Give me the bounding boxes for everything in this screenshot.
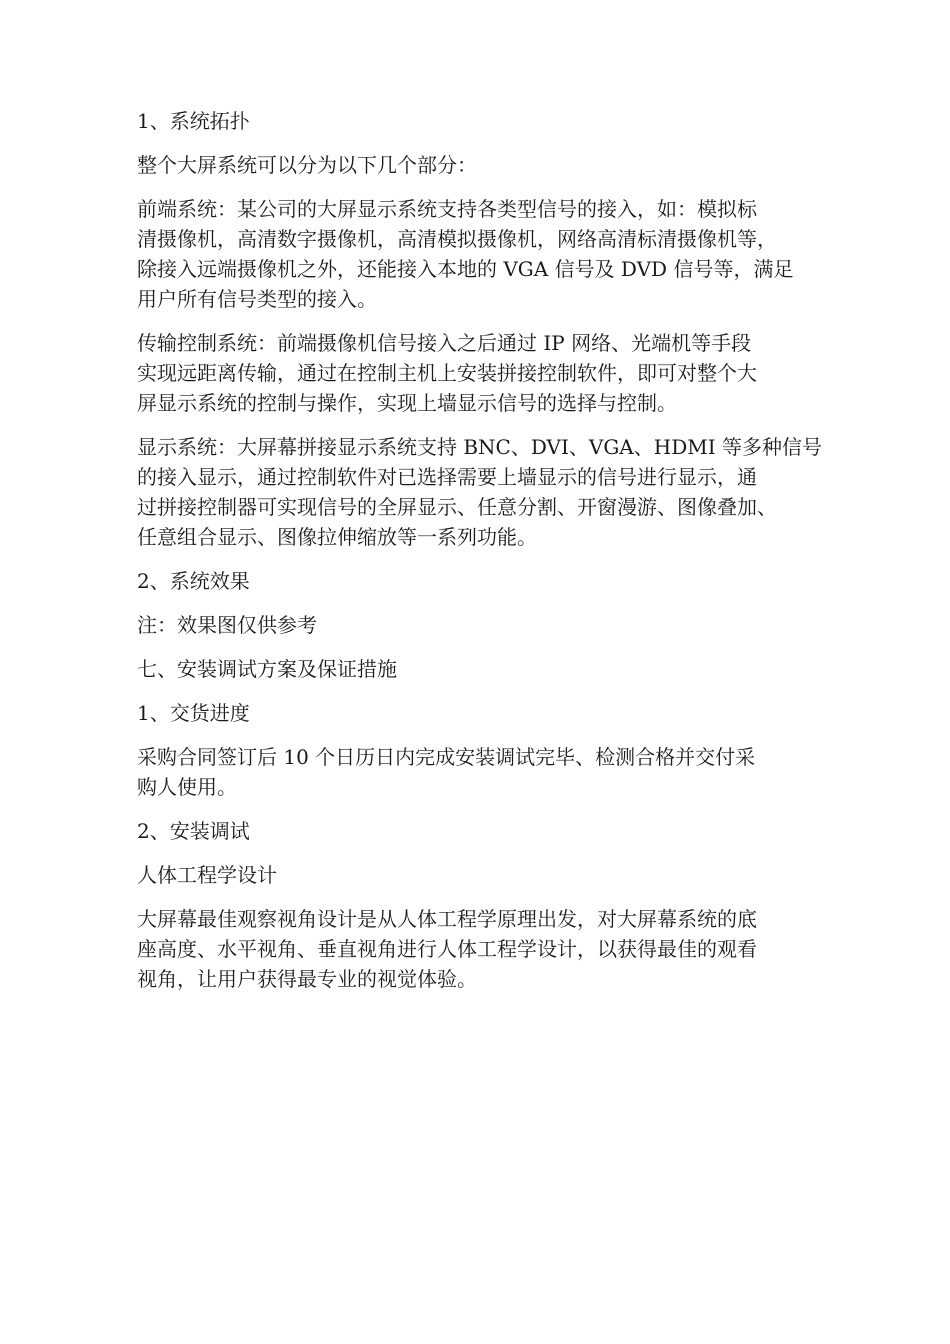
paragraph-display-system: 显示系统：大屏幕拼接显示系统支持 BNC、DVI、VGA、HDMI 等多种信号 的接入显示，通过控制软件对已选择需要上墙显示的信号进行显示，通 过拼接控制器可实现信号的全屏显示、任意分割、开窗漫游、图像叠加、 任意组合显示、图像拉伸缩放等一系列功能。	[137, 435, 822, 549]
section-heading-system-effect: 2、系统效果	[137, 569, 250, 593]
paragraph-frontend-system: 前端系统：某公司的大屏显示系统支持各类型信号的接入，如：模拟标 清摄像机，高清数字摄像机，高清模拟摄像机，网络高清标清摄像机等， 除接入远端摄像机之外，还能接入本地的 VGA 信号及 DVD 信号等，满足 用户所有信号类型的接入。	[137, 197, 794, 311]
note-reference-only: 注：效果图仅供参考	[137, 613, 317, 637]
paragraph-delivery-details: 采购合同签订后 10 个日历日内完成安装调试完毕、检测合格并交付采 购人使用。	[137, 745, 756, 799]
section-heading-installation-debug: 2、安装调试	[137, 819, 250, 843]
paragraph-transmission-control: 传输控制系统：前端摄像机信号接入之后通过 IP 网络、光端机等手段 实现远距离传输，通过在控制主机上安装拼接控制软件，即可对整个大 屏显示系统的控制与操作，实现上墙显示信号的选择与控制。	[137, 331, 757, 415]
section-heading-system-topology: 1、系统拓扑	[137, 109, 250, 133]
subheading-ergonomic-design: 人体工程学设计	[137, 863, 277, 887]
document-page	[137, 106, 857, 1008]
chapter-heading-installation: 七、安装调试方案及保证措施	[137, 657, 397, 681]
paragraph-ergonomic-details: 大屏幕最佳观察视角设计是从人体工程学原理出发，对大屏幕系统的底 座高度、水平视角、垂直视角进行人体工程学设计，以获得最佳的观看 视角，让用户获得最专业的视觉体验。	[137, 907, 757, 991]
section-heading-delivery-schedule: 1、交货进度	[137, 701, 250, 725]
paragraph-system-parts: 整个大屏系统可以分为以下几个部分：	[137, 153, 477, 177]
